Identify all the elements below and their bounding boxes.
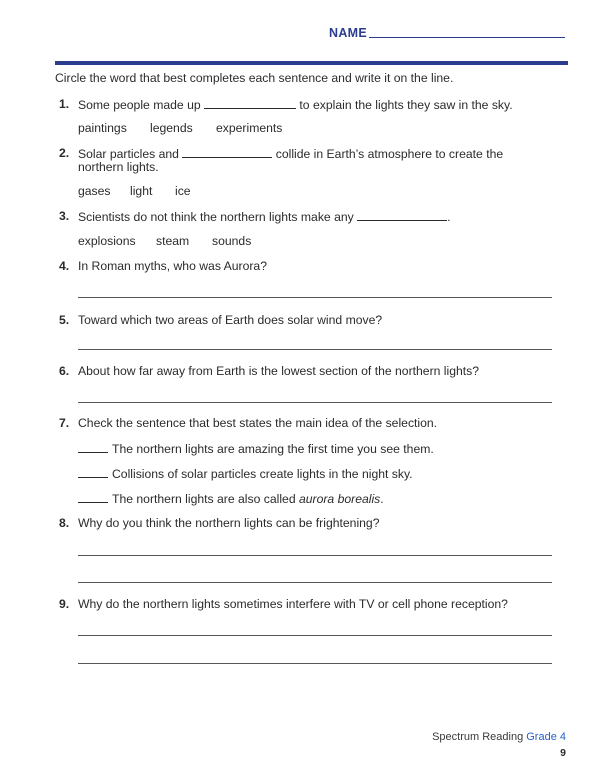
- question-7-text: Check the sentence that best states the main idea of the selection.: [78, 416, 438, 430]
- footer-brand: Spectrum Reading: [432, 731, 524, 743]
- choice[interactable]: experiments: [216, 121, 283, 135]
- answer-line[interactable]: [78, 635, 552, 636]
- option-text: The northern lights are also called: [112, 492, 299, 506]
- question-8-text: Why do you think the northern lights can be frightening?: [78, 516, 380, 530]
- choice[interactable]: sounds: [212, 234, 252, 248]
- question-text: Scientists do not think the northern lights make any: [78, 210, 354, 224]
- check-blank[interactable]: [78, 491, 108, 503]
- answer-line[interactable]: [78, 582, 552, 583]
- answer-line[interactable]: [78, 402, 552, 403]
- name-write-line[interactable]: [369, 37, 565, 38]
- option-period: .: [380, 492, 384, 506]
- question-9-text: Why do the northern lights sometimes interfere with TV or cell phone reception?: [78, 597, 508, 611]
- question-5-text: Toward which two areas of Earth does solar wind move?: [78, 313, 383, 327]
- option-text: Collisions of solar particles create lights in the night sky.: [112, 467, 413, 481]
- footer-credit: [432, 731, 566, 743]
- choice[interactable]: light: [130, 184, 153, 198]
- choice[interactable]: legends: [150, 121, 193, 135]
- name-label: NAME: [329, 26, 368, 40]
- check-option-3: [78, 491, 384, 507]
- header-rule: [55, 61, 568, 65]
- question-4-text: In Roman myths, who was Aurora?: [78, 259, 267, 273]
- question-number: 2.: [59, 146, 70, 160]
- question-1: [78, 97, 513, 113]
- choice[interactable]: gases: [78, 184, 111, 198]
- question-number: 1.: [59, 97, 70, 111]
- instructions: Circle the word that best completes each sentence and write it on the line.: [55, 71, 454, 85]
- answer-line[interactable]: [78, 555, 552, 556]
- question-text-line2: northern lights.: [78, 160, 159, 174]
- answer-blank[interactable]: [182, 146, 272, 158]
- check-blank[interactable]: [78, 441, 108, 453]
- choice[interactable]: ice: [175, 184, 191, 198]
- check-option-1: [78, 441, 434, 457]
- footer-grade: Grade 4: [526, 731, 566, 743]
- question-number: 9.: [59, 597, 70, 611]
- question-text: to explain the lights they saw in the sky.: [299, 98, 513, 112]
- answer-blank[interactable]: [357, 209, 447, 221]
- answer-line[interactable]: [78, 349, 552, 350]
- question-text: Solar particles and: [78, 147, 179, 161]
- question-number: 5.: [59, 313, 70, 327]
- question-text: Some people made up: [78, 98, 201, 112]
- page-number: 9: [560, 747, 566, 759]
- question-number: 4.: [59, 259, 70, 273]
- option-italic-term: aurora borealis: [298, 492, 381, 506]
- choice[interactable]: steam: [156, 234, 190, 248]
- question-text: .: [447, 210, 451, 224]
- check-blank[interactable]: [78, 466, 108, 478]
- option-text: The northern lights are amazing the first time you see them.: [112, 442, 434, 456]
- question-number: 8.: [59, 516, 70, 530]
- question-text: collide in Earth’s atmosphere to create the: [275, 147, 504, 161]
- answer-blank[interactable]: [204, 97, 296, 109]
- answer-line[interactable]: [78, 297, 552, 298]
- check-option-2: [78, 466, 413, 482]
- choice[interactable]: paintings: [78, 121, 127, 135]
- choice[interactable]: explosions: [78, 234, 136, 248]
- question-number: 6.: [59, 364, 70, 378]
- question-3: [78, 209, 451, 225]
- question-number: 7.: [59, 416, 70, 430]
- question-number: 3.: [59, 209, 70, 223]
- answer-line[interactable]: [78, 663, 552, 664]
- question-6-text: About how far away from Earth is the lowest section of the northern lights?: [78, 364, 480, 378]
